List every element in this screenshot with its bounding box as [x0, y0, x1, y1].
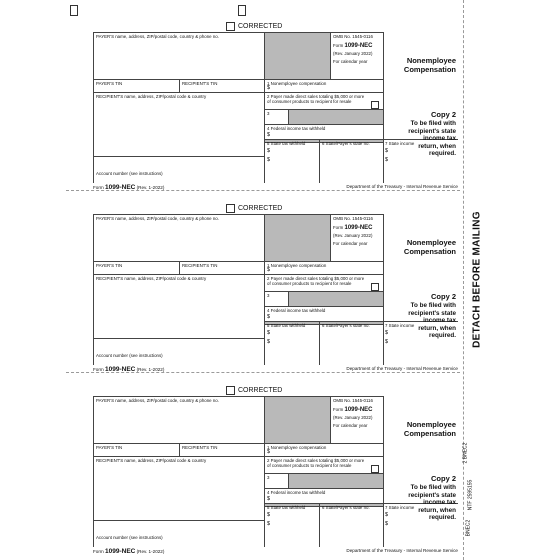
box5-state-tax[interactable] — [265, 140, 320, 183]
detach-text: DETACH BEFORE MAILING — [471, 211, 483, 348]
box2-checkbox[interactable] — [371, 101, 379, 109]
form-copy-2 — [93, 204, 458, 376]
box2-label: 2 Payer made direct sales totaling $5,000 or more of consumer products to recipient for resale — [267, 94, 365, 104]
recipient-tin-label: RECIPIENT'S TIN — [182, 263, 218, 268]
box4-label: 4 Federal income tax withheld — [267, 126, 326, 131]
dollar-sign: $ — [385, 512, 389, 518]
title-line1: Nonemployee — [406, 420, 456, 429]
payer-tin-label: PAYER'S TIN — [96, 81, 123, 86]
recipient-tin-label: RECIPIENT'S TIN — [182, 445, 218, 450]
dollar-sign: $ — [385, 339, 389, 345]
title-line2: Compensation — [403, 247, 456, 256]
form-title — [386, 238, 456, 256]
recipient-name-label: RECIPIENT'S name, address, ZIP/postal code & country — [96, 458, 207, 463]
box4-federal-tax[interactable] — [265, 489, 384, 504]
payer-name-box[interactable] — [94, 33, 265, 80]
recipient-name-box[interactable] — [94, 275, 265, 339]
filed-line: recipient's state — [408, 309, 456, 317]
filed-line: return, when — [418, 506, 456, 514]
corrected-option[interactable] — [226, 204, 282, 213]
payer-tin-box[interactable] — [94, 262, 180, 275]
form-revision: (Rev. January 2022) — [333, 51, 373, 56]
corrected-checkbox[interactable] — [226, 22, 235, 31]
shaded-box — [265, 397, 331, 444]
side-code-a: 2 BNEC2 — [462, 442, 469, 464]
box3-shaded — [289, 110, 384, 125]
filed-line: To be filed with — [410, 302, 456, 309]
corrected-label: CORRECTED — [238, 205, 283, 212]
copy-label: Copy 2 — [430, 110, 456, 119]
filed-line: required. — [429, 150, 456, 157]
footer-form-name: 1099-NEC — [105, 548, 136, 555]
box7-label: 7 State income — [385, 505, 415, 510]
form-grid — [93, 32, 384, 183]
dollar-sign: $ — [267, 496, 271, 502]
box3-shaded — [289, 474, 384, 489]
form-title — [386, 56, 456, 74]
box3-label: 3 — [267, 293, 270, 298]
box2-direct-sales[interactable] — [265, 457, 384, 474]
box1-label: 1 Nonemployee compensation — [267, 445, 327, 450]
box1-nonemployee-comp[interactable] — [265, 80, 384, 93]
account-number-box[interactable] — [94, 339, 265, 365]
detach-label — [462, 170, 490, 400]
account-label: Account number (see instructions) — [96, 353, 163, 358]
dollar-sign: $ — [385, 148, 389, 154]
top-checkbox-left[interactable] — [70, 5, 78, 16]
box6-label: 6 State/Payer's state no. — [322, 505, 370, 510]
side-code-c: BNEC2 — [465, 519, 472, 537]
box3-shaded — [289, 292, 384, 307]
corrected-checkbox[interactable] — [226, 204, 235, 213]
calendar-year-label: For calendar year — [333, 241, 368, 246]
footer-revision: (Rev. 1-2022) — [136, 185, 165, 190]
filed-line: return, when — [418, 142, 456, 150]
dollar-sign: $ — [385, 157, 389, 163]
shaded-box — [265, 33, 331, 80]
shaded-box — [265, 215, 331, 262]
recipient-name-box[interactable] — [94, 93, 265, 157]
filed-instructions — [386, 302, 456, 340]
dollar-sign: $ — [267, 85, 271, 91]
top-checkbox-right[interactable] — [238, 5, 246, 16]
box4-federal-tax[interactable] — [265, 125, 384, 140]
side-code-b: NTF 2595155 — [467, 479, 474, 511]
payer-tin-box[interactable] — [94, 80, 180, 93]
box1-nonemployee-comp[interactable] — [265, 262, 384, 275]
box5-label: 5 State tax withheld — [267, 323, 306, 328]
form-revision: (Rev. January 2022) — [333, 415, 373, 420]
filed-line: required. — [429, 332, 456, 339]
dollar-sign: $ — [267, 521, 271, 527]
recipient-tin-box[interactable] — [180, 262, 265, 275]
filed-line: recipient's state — [408, 491, 456, 499]
box3-label: 3 — [267, 111, 270, 116]
footer-form-name: 1099-NEC — [105, 184, 136, 191]
form-grid — [93, 214, 384, 365]
box1-label: 1 Nonemployee compensation — [267, 81, 327, 86]
form-prefix: Form — [333, 43, 344, 48]
title-line1: Nonemployee — [406, 56, 456, 65]
omb-number: OMB No. 1545-0116 — [333, 34, 373, 39]
dollar-sign: $ — [267, 157, 271, 163]
corrected-label: CORRECTED — [238, 387, 283, 394]
payer-name-label: PAYER'S name, address, ZIP/postal code, country & phone no. — [96, 398, 219, 403]
dollar-sign: $ — [267, 314, 271, 320]
form-name: 1099-NEC — [344, 225, 373, 231]
dollar-sign: $ — [267, 339, 271, 345]
footer-form-prefix: Form — [93, 549, 104, 554]
corrected-option[interactable] — [226, 386, 282, 395]
filed-line: To be filed with — [410, 120, 456, 127]
box7-label: 7 State income — [385, 323, 415, 328]
filed-line: return, when — [418, 324, 456, 332]
form-copy-1 — [93, 22, 458, 194]
footer-revision: (Rev. 1-2022) — [136, 549, 165, 554]
box1-label: 1 Nonemployee compensation — [267, 263, 327, 268]
recipient-name-box[interactable] — [94, 457, 265, 521]
filed-instructions — [386, 120, 456, 158]
filed-line: recipient's state — [408, 127, 456, 135]
dollar-sign: $ — [267, 330, 271, 336]
calendar-year-label: For calendar year — [333, 423, 368, 428]
form-name: 1099-NEC — [344, 407, 373, 413]
box2-checkbox[interactable] — [371, 283, 379, 291]
box6-state-no[interactable] — [320, 322, 384, 365]
dollar-sign: $ — [267, 148, 271, 154]
payer-name-box[interactable] — [94, 397, 265, 444]
box5-label: 5 State tax withheld — [267, 141, 306, 146]
payer-name-label: PAYER'S name, address, ZIP/postal code, country & phone no. — [96, 216, 219, 221]
dollar-sign: $ — [267, 132, 271, 138]
footer-revision: (Rev. 1-2022) — [136, 367, 165, 372]
copy-label: Copy 2 — [430, 292, 456, 301]
omb-box — [331, 33, 384, 80]
account-label: Account number (see instructions) — [96, 535, 163, 540]
dollar-sign: $ — [267, 267, 271, 273]
footer-form-prefix: Form — [93, 185, 104, 190]
footer-department: Department of the Treasury - Internal Revenue Service — [346, 548, 458, 553]
payer-tin-label: PAYER'S TIN — [96, 263, 123, 268]
box2-direct-sales[interactable] — [265, 275, 384, 292]
box3[interactable] — [265, 292, 289, 307]
box2-label: 2 Payer made direct sales totaling $5,000 or more of consumer products to recipient for resale — [267, 458, 365, 468]
payer-tin-box[interactable] — [94, 444, 180, 457]
box5-state-tax[interactable] — [265, 504, 320, 547]
box5-state-tax[interactable] — [265, 322, 320, 365]
recipient-tin-box[interactable] — [180, 444, 265, 457]
corrected-label: CORRECTED — [238, 23, 283, 30]
box4-federal-tax[interactable] — [265, 307, 384, 322]
filed-line: income tax — [423, 317, 456, 324]
omb-number: OMB No. 1545-0116 — [333, 398, 373, 403]
box4-label: 4 Federal income tax withheld — [267, 490, 326, 495]
form-prefix: Form — [333, 407, 344, 412]
corrected-option[interactable] — [226, 22, 282, 31]
title-line2: Compensation — [403, 429, 456, 438]
form-grid — [93, 396, 384, 547]
account-number-box[interactable] — [94, 521, 265, 547]
dollar-sign: $ — [385, 330, 389, 336]
omb-box — [331, 215, 384, 262]
box6-label: 6 State/Payer's state no. — [322, 141, 370, 146]
footer-form-prefix: Form — [93, 367, 104, 372]
payer-name-label: PAYER'S name, address, ZIP/postal code, country & phone no. — [96, 34, 219, 39]
form-name: 1099-NEC — [344, 43, 373, 49]
box7-label: 7 State income — [385, 141, 415, 146]
form-title — [386, 420, 456, 438]
account-number-box[interactable] — [94, 157, 265, 183]
recipient-tin-box[interactable] — [180, 80, 265, 93]
corrected-checkbox[interactable] — [226, 386, 235, 395]
copy-label: Copy 2 — [430, 474, 456, 483]
box3[interactable] — [265, 110, 289, 125]
footer-department: Department of the Treasury - Internal Revenue Service — [346, 184, 458, 189]
form-copy-3 — [93, 386, 458, 558]
payer-name-box[interactable] — [94, 215, 265, 262]
recipient-name-label: RECIPIENT'S name, address, ZIP/postal code & country — [96, 94, 207, 99]
dollar-sign: $ — [385, 521, 389, 527]
account-label: Account number (see instructions) — [96, 171, 163, 176]
form-prefix: Form — [333, 225, 344, 230]
box2-label: 2 Payer made direct sales totaling $5,000 or more of consumer products to recipient for resale — [267, 276, 365, 286]
form-revision: (Rev. January 2022) — [333, 233, 373, 238]
recipient-tin-label: RECIPIENT'S TIN — [182, 81, 218, 86]
box5-label: 5 State tax withheld — [267, 505, 306, 510]
omb-number: OMB No. 1545-0116 — [333, 216, 373, 221]
filed-line: income tax — [423, 499, 456, 506]
title-line1: Nonemployee — [406, 238, 456, 247]
dollar-sign: $ — [267, 449, 271, 455]
filed-instructions — [386, 484, 456, 522]
box6-state-no[interactable] — [320, 504, 384, 547]
box2-checkbox[interactable] — [371, 465, 379, 473]
footer-department: Department of the Treasury - Internal Revenue Service — [346, 366, 458, 371]
dollar-sign: $ — [267, 512, 271, 518]
payer-tin-label: PAYER'S TIN — [96, 445, 123, 450]
box1-nonemployee-comp[interactable] — [265, 444, 384, 457]
box3[interactable] — [265, 474, 289, 489]
filed-line: To be filed with — [410, 484, 456, 491]
calendar-year-label: For calendar year — [333, 59, 368, 64]
title-line2: Compensation — [403, 65, 456, 74]
filed-line: required. — [429, 514, 456, 521]
filed-line: income tax — [423, 135, 456, 142]
omb-box — [331, 397, 384, 444]
box4-label: 4 Federal income tax withheld — [267, 308, 326, 313]
box6-label: 6 State/Payer's state no. — [322, 323, 370, 328]
footer-form-name: 1099-NEC — [105, 366, 136, 373]
box3-label: 3 — [267, 475, 270, 480]
recipient-name-label: RECIPIENT'S name, address, ZIP/postal code & country — [96, 276, 207, 281]
box6-state-no[interactable] — [320, 140, 384, 183]
box2-direct-sales[interactable] — [265, 93, 384, 110]
